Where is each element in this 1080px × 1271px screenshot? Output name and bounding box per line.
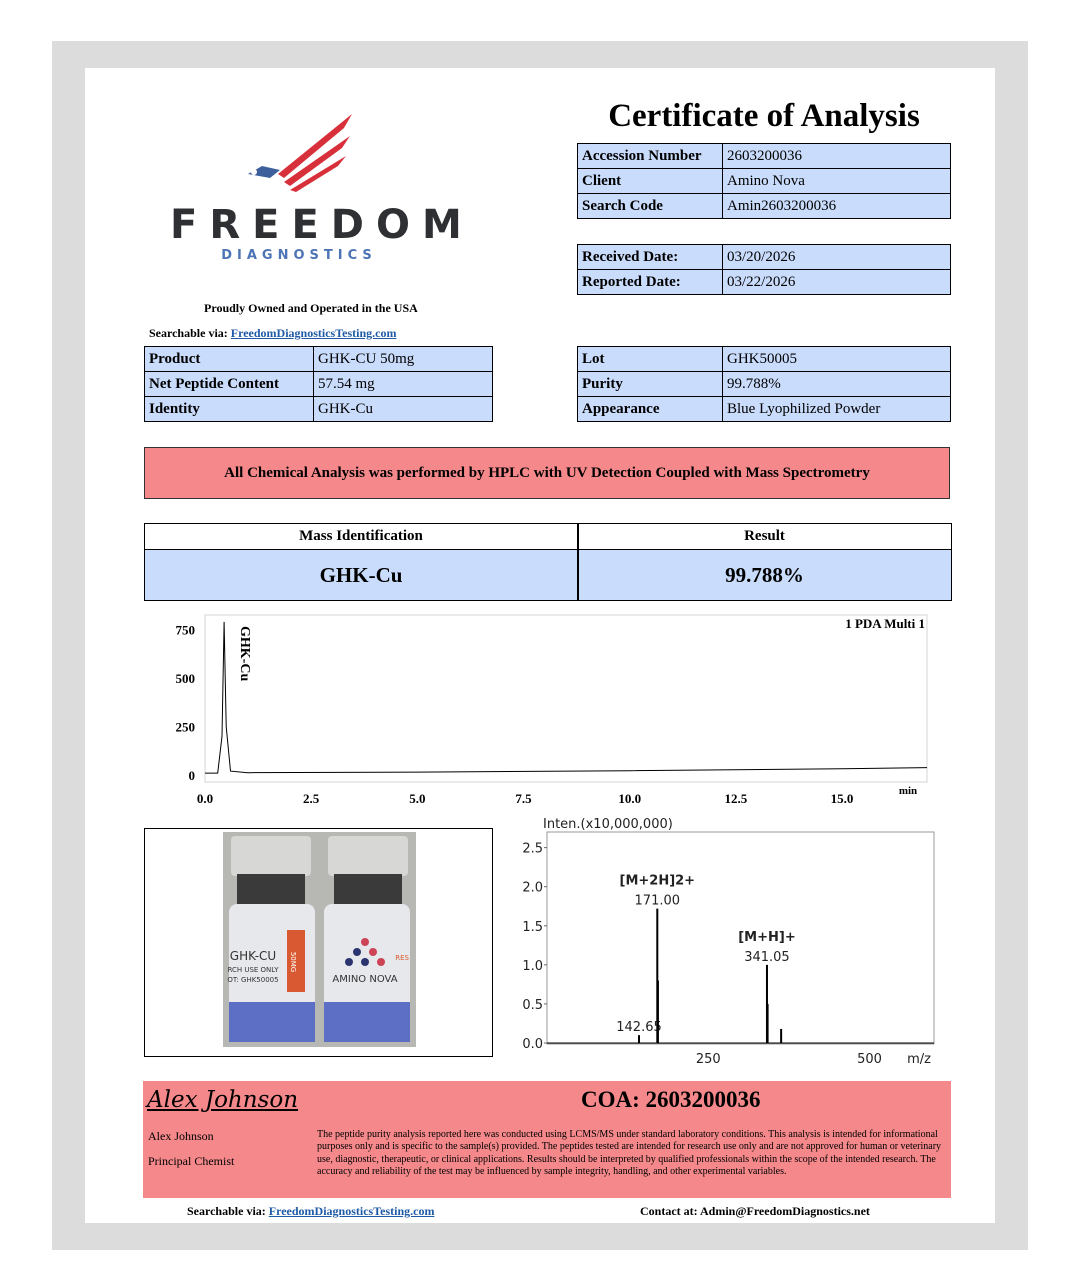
chart-title: 1 PDA Multi 1	[845, 616, 925, 631]
vial-edge-text: RES	[395, 954, 409, 962]
table-value: Amin2603200036	[723, 194, 951, 219]
peak-value-label: 341.05	[744, 949, 790, 965]
table-row	[578, 169, 951, 194]
table-row	[578, 270, 951, 295]
spectrum-x-label: m/z	[907, 1052, 931, 1067]
x-tick-label: 0.0	[196, 791, 214, 806]
product-vials-photo	[223, 832, 416, 1047]
divider	[577, 524, 579, 600]
table-key: Appearance	[578, 397, 723, 422]
table-key: Net Peptide Content	[145, 372, 314, 397]
table-value: 03/22/2026	[723, 270, 951, 295]
footer-searchable-link[interactable]: FreedomDiagnosticsTesting.com	[268, 1204, 435, 1218]
peak-value-label: 171.00	[634, 893, 681, 909]
header-result: Result	[744, 528, 785, 544]
coa-number: COA: 2603200036	[581, 1087, 761, 1112]
brand-subtitle: DIAGNOSTICS	[221, 248, 377, 263]
table-key: Product	[145, 347, 314, 372]
table-key: Identity	[145, 397, 314, 422]
searchable-link[interactable]: FreedomDiagnosticsTesting.com	[230, 326, 397, 340]
table-value: GHK-Cu	[314, 397, 493, 422]
table-key: Purity	[578, 372, 723, 397]
y-tick-label: 500	[175, 671, 195, 687]
chart-frame	[205, 615, 927, 782]
x-tick-label: 5.0	[409, 791, 426, 806]
page-title: Certificate of Analysis	[608, 98, 920, 134]
table-value: 57.54 mg	[314, 372, 493, 397]
table-row	[578, 347, 951, 372]
table-key: Client	[578, 169, 723, 194]
y-tick-label: 1.0	[522, 958, 543, 974]
x-tick-label: 2.5	[303, 791, 320, 806]
product-table	[144, 346, 493, 422]
table-key: Received Date:	[578, 245, 723, 270]
y-tick-label: 0.5	[522, 997, 543, 1013]
peak-label: GHK-Cu	[237, 626, 253, 682]
table-row	[578, 194, 951, 219]
x-tick-label: 12.5	[724, 791, 748, 806]
mass-identity-value: GHK-Cu	[319, 563, 403, 587]
footer-contact: Contact at: Admin@FreedomDiagnostics.net	[640, 1204, 870, 1218]
table-row	[578, 144, 951, 169]
footer-searchable-label: Searchable via:	[187, 1204, 266, 1218]
chemist-role: Principal Chemist	[148, 1154, 235, 1168]
mass-result-value: 99.788%	[725, 563, 804, 587]
table-key: Reported Date:	[578, 270, 723, 295]
table-row	[145, 372, 493, 397]
header-mass-identification: Mass Identification	[299, 528, 423, 544]
table-key: Lot	[578, 347, 723, 372]
table-row	[145, 397, 493, 422]
table-row	[578, 372, 951, 397]
x-tick-label: 250	[695, 1052, 721, 1067]
accession-table	[577, 143, 951, 219]
y-tick-label: 750	[175, 622, 195, 638]
hplc-chromatogram	[160, 612, 935, 812]
x-tick-label: 15.0	[830, 791, 854, 806]
x-tick-label: 7.5	[515, 791, 532, 806]
table-row	[145, 347, 493, 372]
table-value: 99.788%	[723, 372, 951, 397]
table-row	[578, 245, 951, 270]
vial-label-lot: OT: GHK50005	[227, 976, 279, 984]
table-value: Amino Nova	[723, 169, 951, 194]
table-value: Blue Lyophilized Powder	[723, 397, 951, 422]
brand-name: FREEDOM	[170, 202, 474, 248]
table-value: GHK-CU 50mg	[314, 347, 493, 372]
searchable-line	[149, 326, 396, 341]
mass-identification-table	[144, 523, 952, 601]
x-tick-label: 10.0	[618, 791, 642, 806]
y-tick-label: 250	[175, 719, 195, 735]
vial-label-use: RCH USE ONLY	[227, 966, 279, 974]
chromatogram-line	[205, 622, 927, 773]
dates-table	[577, 244, 951, 295]
y-tick-label: 2.0	[522, 880, 543, 896]
signature: Alex Johnson	[147, 1087, 299, 1113]
vial-brand: AMINO NOVA	[332, 974, 398, 985]
signature-box	[143, 1081, 951, 1198]
y-tick-label: 1.5	[522, 919, 543, 935]
x-tick-label: 500	[857, 1052, 882, 1067]
disclaimer-text: The peptide purity analysis reported here was conducted using LCMS/MS under standard laboratory conditions. This analysis is intended for informational purposes only and is specific to the sample(s) provided. The peptides tested are intended for research use only and are not approved for human or veterinary use, diagnostic, therapeutic, or clinical applications. Results should be interpreted by qualified professionals within the scope of the intended research. The accuracy and reliability of the test may be influenced by sample integrity, handling, and other experimental variables.	[317, 1129, 942, 1177]
lot-table	[577, 346, 951, 422]
table-value: GHK50005	[723, 347, 951, 372]
table-value: 03/20/2026	[723, 245, 951, 270]
vial-label: GHK-CU	[229, 949, 277, 963]
peak-ion-label: [M+2H]2+	[619, 873, 696, 889]
tagline: Proudly Owned and Operated in the USA	[204, 301, 418, 315]
y-tick-label: 2.5	[522, 841, 543, 857]
method-banner: All Chemical Analysis was performed by HPLC with UV Detection Coupled with Mass Spectrometry	[144, 447, 950, 499]
table-row	[578, 397, 951, 422]
eagle-flag-icon	[240, 112, 360, 192]
mass-spectrum-chart	[515, 814, 940, 1070]
chemist-name: Alex Johnson	[148, 1129, 214, 1143]
vial-dose-tag: 50MG	[289, 951, 297, 973]
table-key: Accession Number	[578, 144, 723, 169]
searchable-label: Searchable via:	[149, 326, 228, 340]
table-row	[145, 550, 951, 600]
x-axis-label: min	[898, 785, 918, 797]
table-value: 2603200036	[723, 144, 951, 169]
y-tick-label: 0	[188, 768, 195, 783]
peak-ion-label: [M+H]+	[738, 929, 796, 945]
spectrum-title: Inten.(x10,000,000)	[543, 817, 673, 832]
y-tick-label: 0.0	[522, 1037, 543, 1052]
peak-value-label: 142.65	[616, 1020, 662, 1036]
footer-searchable	[187, 1204, 434, 1219]
table-key: Search Code	[578, 194, 723, 219]
